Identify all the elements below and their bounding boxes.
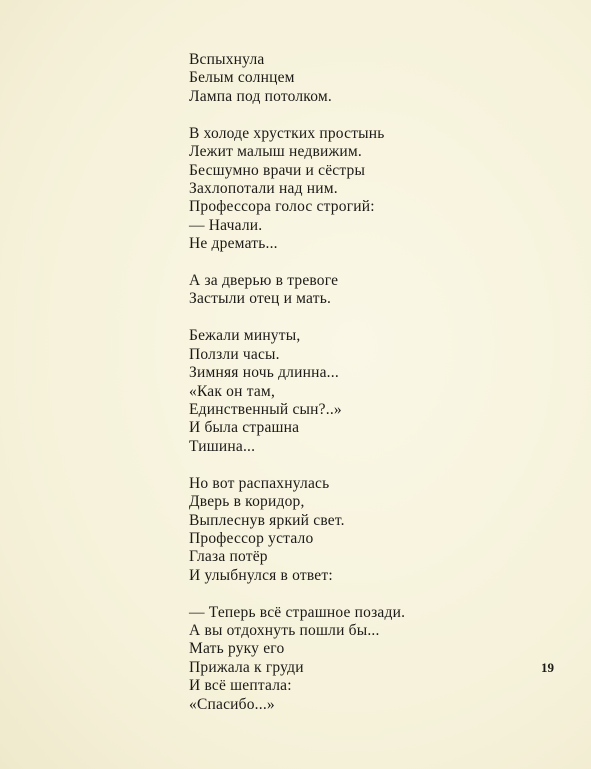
poem-line: Профессор устало xyxy=(189,529,314,547)
poem-line: Лампа под потолком. xyxy=(189,87,332,105)
poem-line: Застыли отец и мать. xyxy=(189,290,332,308)
poem-line: Вспыхнула xyxy=(189,51,265,68)
poem-line: Зимняя ночь длинна... xyxy=(189,364,339,382)
stanza-5 xyxy=(189,475,405,585)
poem-line: Белым солнцем xyxy=(189,69,295,87)
poem-line: «Как он там, xyxy=(189,382,276,400)
poem-line: Единственный сын?..» xyxy=(189,401,342,418)
poem-line: А вы отдохнуть пошли бы... xyxy=(189,622,380,640)
poem-line: — Теперь всё страшное позади. xyxy=(189,603,406,621)
poem-line: Захлопотали над ним. xyxy=(189,179,338,197)
poem-line: И всё шептала: xyxy=(189,677,292,695)
poem-line: Не дремать... xyxy=(189,235,278,253)
poem-line: И была страшна xyxy=(189,419,300,437)
poem-line: В холоде хрустких простынь xyxy=(189,124,385,142)
poem-line: — Начали. xyxy=(189,216,263,234)
page-number: 19 xyxy=(541,660,554,675)
poem-line: Бежали минуты, xyxy=(189,327,301,345)
poem-line: Ползли часы. xyxy=(189,345,280,363)
poem xyxy=(189,51,405,714)
poem-line: Прижала к груди xyxy=(189,658,304,676)
poem-line: Профессора голос строгий: xyxy=(189,198,375,216)
poem-line: Глаза потёр xyxy=(189,548,268,566)
poem-line: И улыбнулся в ответ: xyxy=(189,566,333,584)
stanza-6 xyxy=(189,604,405,714)
stanza-4 xyxy=(189,327,405,456)
poem-line: «Спасибо...» xyxy=(189,695,275,713)
poem-line: Лежит малыш недвижим. xyxy=(189,143,362,161)
poem-line: Бесшумно врачи и сёстры xyxy=(189,161,366,179)
stanza-2 xyxy=(189,125,405,254)
poem-line: А за дверью в тревоге xyxy=(189,272,339,290)
stanza-1 xyxy=(189,51,405,106)
poem-line: Но вот распахнулась xyxy=(189,474,330,492)
poem-line: Мать руку его xyxy=(189,640,285,658)
poem-line: Дверь в коридор, xyxy=(189,493,305,511)
stanza-3 xyxy=(189,272,405,309)
poem-line: Выплеснув яркий свет. xyxy=(189,511,345,529)
poem-line: Тишина... xyxy=(189,437,256,455)
